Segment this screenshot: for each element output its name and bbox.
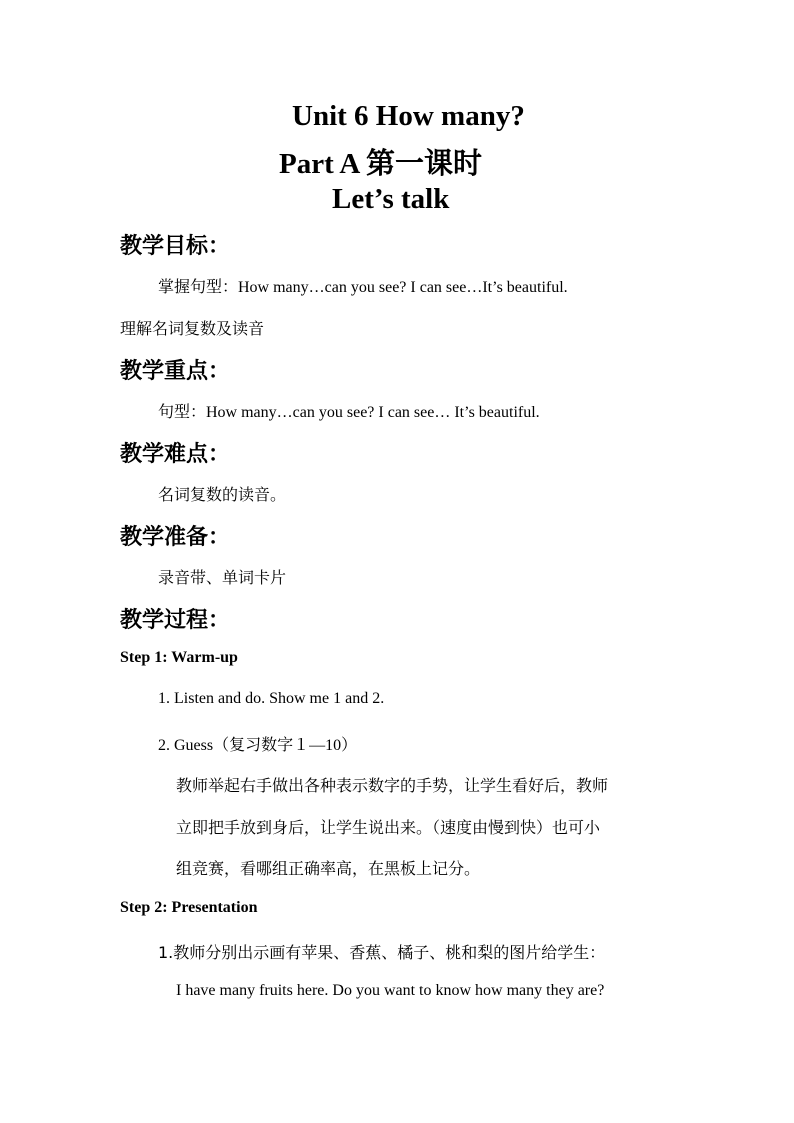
objectives-heading: 教学目标：	[120, 234, 231, 259]
part-title: Part A 第一课时	[279, 148, 482, 180]
step-2-item-1: 1.教师分别出示画有苹果、香蕉、橘子、桃和梨的图片给学生：	[158, 943, 606, 962]
preparation-heading: 教学准备：	[120, 525, 231, 550]
step-1-paragraph-line-3: 组竞赛，看哪组正确率高，在黑板上记分。	[176, 859, 481, 878]
lesson-title: Let’s talk	[332, 183, 450, 215]
difficulties-heading: 教学难点：	[120, 442, 231, 467]
step-2-title: Step 2: Presentation	[120, 899, 258, 916]
step-1-title: Step 1: Warm-up	[120, 649, 238, 666]
objectives-line-1: 掌握句型：How many…can you see? I can see…It’s beautiful.	[158, 279, 568, 296]
step-1-item-2: 2. Guess（复习数字１—10）	[158, 737, 358, 754]
step-1-paragraph-line-2: 立即把手放到身后，让学生说出来。（速度由慢到快）也可小	[176, 818, 601, 837]
key-points-heading: 教学重点：	[120, 359, 231, 384]
unit-title: Unit 6 How many?	[292, 100, 525, 132]
key-points-line-1: 句型：How many…can you see? I can see… It’s beautiful.	[158, 404, 540, 421]
step-1-paragraph-line-1: 教师举起右手做出各种表示数字的手势，让学生看好后，教师	[176, 776, 609, 795]
step-1-item-1: 1. Listen and do. Show me 1 and 2.	[158, 690, 385, 707]
process-heading: 教学过程：	[120, 608, 231, 633]
preparation-line-1: 录音带、单词卡片	[158, 568, 287, 587]
step-2-item-1-line-2: I have many fruits here. Do you want to know how many they are?	[176, 982, 605, 999]
objectives-line-2: 理解名词复数及读音	[120, 321, 265, 338]
difficulties-line-1: 名词复数的读音。	[158, 485, 287, 504]
